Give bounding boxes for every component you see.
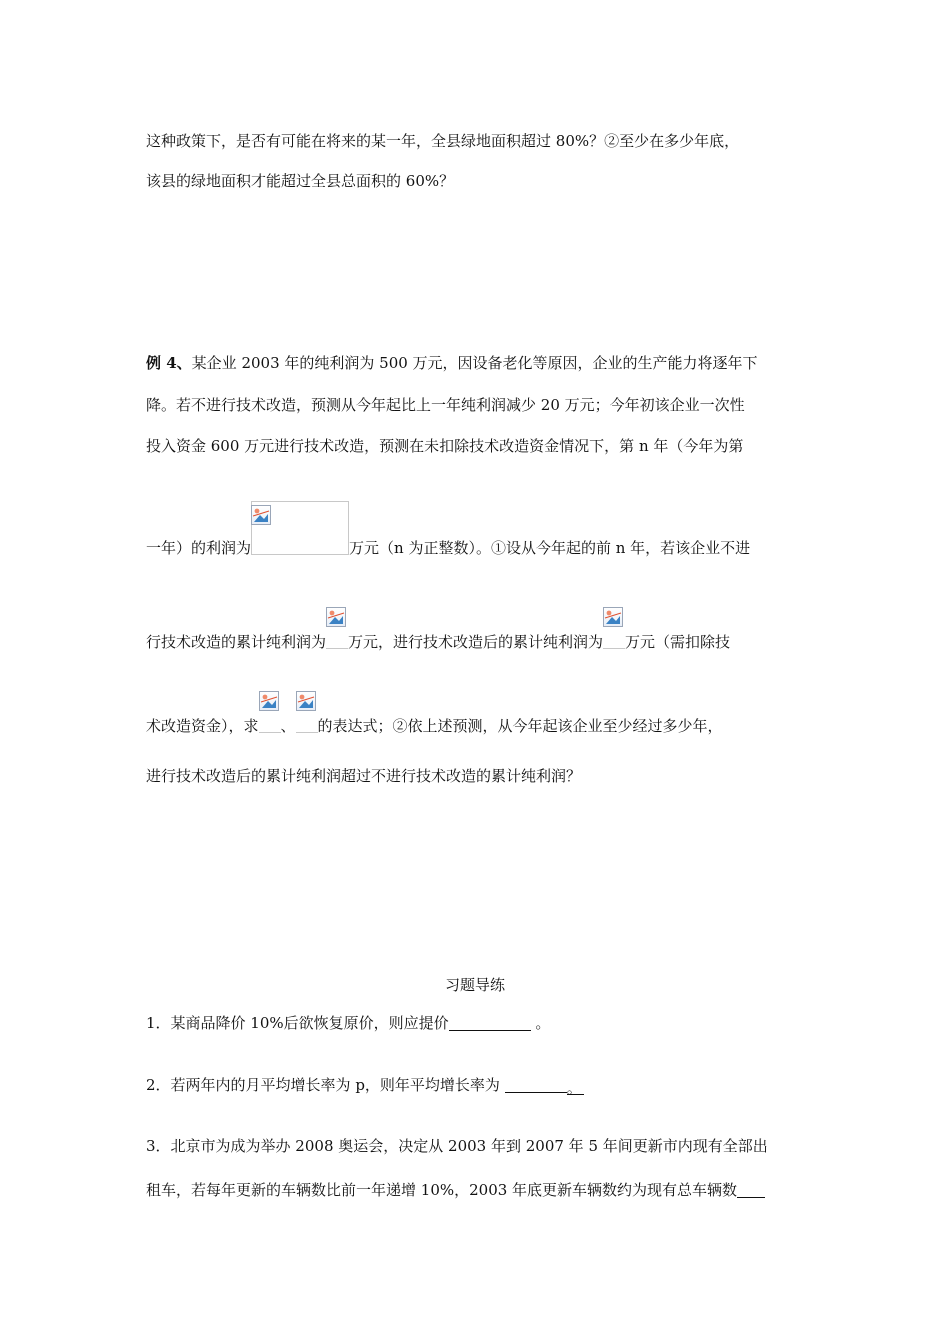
example-4-text: 某企业 2003 年的纯利润为 500 万元，因设备老化等原因，企业的生产能力将逐年下: [191, 354, 758, 372]
bn-suffix: 万元（需扣除技: [625, 633, 731, 651]
exercise-3-line-2: [146, 1180, 765, 1200]
exercise-1-end: 。: [530, 1014, 551, 1032]
text-line-1: 这种政策下，是否有可能在将来的某一年，全县绿地面积超过 80%？②至少在多少年底，: [146, 132, 740, 150]
example-4-line-2: 降。若不进行技术改造，预测从今年起比上一年纯利润减少 20 万元；今年初该企业一次性: [146, 396, 745, 414]
example-4-line-5: [146, 629, 730, 652]
broken-image-icon: [326, 607, 346, 627]
formula-image-Bn-2: [296, 713, 318, 733]
bn-prefix: 万元，进行技术改造后的累计纯利润为: [348, 633, 604, 651]
example-4-line-6: [146, 713, 723, 736]
broken-image-icon: [296, 691, 316, 711]
exercise-2-text: 2．若两年内的月平均增长率为 p，则年平均增长率为: [146, 1076, 505, 1094]
exercise-3-text: 租车，若每年更新的车辆数比前一年递增 10%，2003 年底更新车辆数约为现有总车辆数: [146, 1181, 738, 1199]
answer-blank-3: [737, 1181, 765, 1198]
exercises-title: 习题导练: [444, 976, 505, 994]
exercise-2-end: 。: [566, 1079, 582, 1097]
text-line-2: 该县的绿地面积才能超过全县总面积的 60%？: [146, 172, 455, 190]
answer-blank-1: [449, 1014, 531, 1031]
answer-blank-2: [505, 1076, 567, 1093]
example-4-label: 例 4、: [146, 354, 192, 372]
formula-image-profit: [251, 535, 349, 555]
broken-image-icon: [251, 505, 271, 525]
an-prefix: 行技术改造的累计纯利润为: [146, 633, 327, 651]
exercise-1-text: 1．某商品降价 10%后欲恢复原价，则应提价: [146, 1014, 449, 1032]
broken-image-icon: [259, 691, 279, 711]
formula-image-An-2: [259, 713, 281, 733]
example-4-line-1: [146, 353, 758, 373]
find-suffix: 的表达式；②依上述预测，从今年起该企业至少经过多少年，: [317, 717, 723, 735]
example-4-line-3: 投入资金 600 万元进行技术改造，预测在未扣除技术改造资金情况下，第 n 年（今年为第: [146, 437, 744, 455]
find-prefix: 术改造资金），求: [146, 717, 259, 735]
exercise-1: [146, 1013, 550, 1033]
exercise-3-line-1: 3．北京市为成为举办 2008 奥运会，决定从 2003 年到 2007 年 5 年间更新市内现有全部出: [146, 1137, 768, 1155]
example-4-line-7: 进行技术改造后的累计纯利润超过不进行技术改造的累计纯利润？: [146, 767, 582, 785]
formula-image-Bn: [603, 629, 625, 649]
profit-prefix: 一年）的利润为: [146, 539, 252, 557]
profit-suffix: 万元（n 为正整数）。①设从今年起的前 n 年，若该企业不进: [349, 539, 751, 557]
example-4-line-4: [146, 535, 750, 558]
separator: 、: [280, 717, 296, 735]
formula-image-An: [326, 629, 348, 649]
exercise-2: [146, 1075, 584, 1095]
broken-image-icon: [603, 607, 623, 627]
